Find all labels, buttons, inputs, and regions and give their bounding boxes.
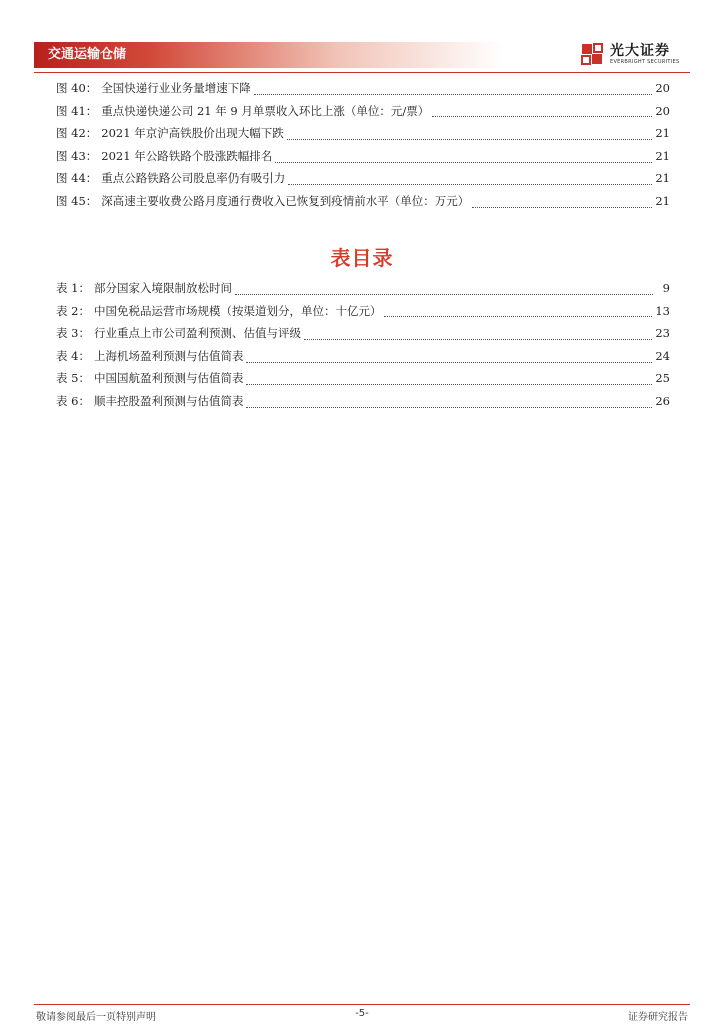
toc-page-number: 20 — [655, 81, 670, 95]
toc-row-table-1[interactable]: 表 1 ： 部分国家入境限制放松时间 9 — [56, 277, 670, 300]
toc-title: 重点公路铁路公司股息率仍有吸引力 — [101, 171, 286, 186]
toc-row-table-4[interactable]: 表 4 ： 上海机场盈利预测与估值简表 24 — [56, 345, 670, 368]
toc-row-table-3[interactable]: 表 3 ： 行业重点上市公司盈利预测、估值与评级 23 — [56, 322, 670, 345]
toc-title: 行业重点上市公司盈利预测、估值与评级 — [93, 326, 301, 341]
toc-title: 2021 年公路铁路个股涨跌幅排名 — [101, 148, 273, 163]
brand-logo — [578, 40, 698, 72]
toc-leader-dots — [432, 108, 652, 117]
toc-leader-dots — [287, 131, 653, 140]
toc-page-number: 21 — [655, 126, 670, 141]
toc-page-number: 20 — [655, 103, 670, 118]
toc-label: 表 5 — [56, 371, 79, 386]
toc-label: 图 40 — [56, 81, 86, 95]
toc-title: 中国免税品运营市场规模（按渠道划分，单位：十亿元） — [93, 303, 382, 318]
toc-row-figure-41[interactable]: 图 41 ： 重点快递快递公司 21 年 9 月单票收入环比上涨（单位：元/票） 20 — [56, 100, 670, 123]
toc-leader-dots — [304, 331, 652, 340]
toc-title: 顺丰控股盈利预测与估值简表 — [93, 393, 244, 408]
toc-label: 表 4 — [56, 348, 79, 363]
table-list — [56, 277, 670, 413]
footer-report-type: 证券研究报告 — [628, 1012, 688, 1023]
toc-row-table-6[interactable]: 表 6 ： 顺丰控股盈利预测与估值简表 26 — [56, 390, 670, 413]
toc-label: 表 3 — [56, 326, 79, 341]
footer-divider — [34, 1004, 690, 1005]
toc-label: 图 42 — [56, 126, 86, 141]
toc-page-number: 25 — [655, 371, 670, 386]
logo-english-name: EVERBRIGHT SECURITIES — [610, 59, 680, 65]
toc-label: 表 1 — [56, 281, 79, 295]
toc-leader-dots — [288, 176, 652, 185]
toc-leader-dots — [246, 376, 652, 385]
everbright-logo-icon — [578, 40, 606, 68]
toc-label: 图 44 — [56, 171, 86, 186]
tables-toc-heading: 表目录 — [330, 246, 394, 270]
toc-page-number: 21 — [655, 193, 670, 208]
toc-label: 图 41 — [56, 103, 86, 118]
toc-row-table-5[interactable]: 表 5 ： 中国国航盈利预测与估值简表 25 — [56, 367, 670, 390]
toc-title: 深高速主要收费公路月度通行费收入已恢复到疫情前水平（单位：万元） — [101, 193, 470, 208]
toc-label: 表 6 — [56, 393, 79, 408]
header-divider — [34, 72, 690, 73]
toc-page-number: 21 — [655, 171, 670, 186]
toc-title: 2021 年京沪高铁股价出现大幅下跌 — [101, 126, 284, 141]
toc-page-number: 26 — [655, 393, 670, 408]
toc-title: 全国快递行业业务量增速下降 — [101, 81, 251, 95]
toc-row-figure-40[interactable]: 图 40 ： 全国快递行业业务量增速下降 20 — [56, 77, 670, 100]
toc-row-figure-42[interactable]: 图 42 ： 2021 年京沪高铁股价出现大幅下跌 21 — [56, 122, 670, 145]
toc-leader-dots — [384, 308, 652, 317]
toc-title: 上海机场盈利预测与估值简表 — [93, 348, 244, 363]
toc-row-table-2[interactable]: 表 2 ： 中国免税品运营市场规模（按渠道划分，单位：十亿元） 13 — [56, 300, 670, 323]
toc-page-number: 9 — [662, 281, 670, 295]
logo-chinese-name: 光大证券 — [610, 43, 670, 59]
toc-leader-dots — [254, 86, 653, 95]
toc-label: 图 45 — [56, 193, 86, 208]
footer-page-number: -5- — [355, 1008, 369, 1019]
footer-disclaimer: 敬请参阅最后一页特别声明 — [36, 1012, 156, 1023]
toc-page-number: 21 — [655, 148, 670, 163]
toc-row-figure-43[interactable]: 图 43 ： 2021 年公路铁路个股涨跌幅排名 21 — [56, 145, 670, 168]
toc-label: 表 2 — [56, 303, 79, 318]
toc-page-number: 23 — [655, 326, 670, 341]
toc-title: 部分国家入境限制放松时间 — [93, 281, 232, 295]
toc-title: 中国国航盈利预测与估值简表 — [93, 371, 244, 386]
toc-leader-dots — [275, 154, 652, 163]
header-section-title: 交通运输仓储 — [48, 47, 127, 62]
toc-row-figure-45[interactable]: 图 45 ： 深高速主要收费公路月度通行费收入已恢复到疫情前水平（单位：万元） 21 — [56, 190, 670, 213]
toc-title: 重点快递快递公司 21 年 9 月单票收入环比上涨（单位：元/票） — [101, 103, 430, 118]
toc-page-number: 13 — [655, 303, 670, 318]
toc-row-figure-44[interactable]: 图 44 ： 重点公路铁路公司股息率仍有吸引力 21 — [56, 167, 670, 190]
toc-leader-dots — [472, 199, 652, 208]
toc-leader-dots — [246, 399, 652, 408]
figure-list — [56, 77, 670, 213]
toc-page-number: 24 — [655, 348, 670, 363]
toc-leader-dots — [235, 286, 653, 295]
toc-leader-dots — [246, 354, 652, 363]
toc-label: 图 43 — [56, 148, 86, 163]
